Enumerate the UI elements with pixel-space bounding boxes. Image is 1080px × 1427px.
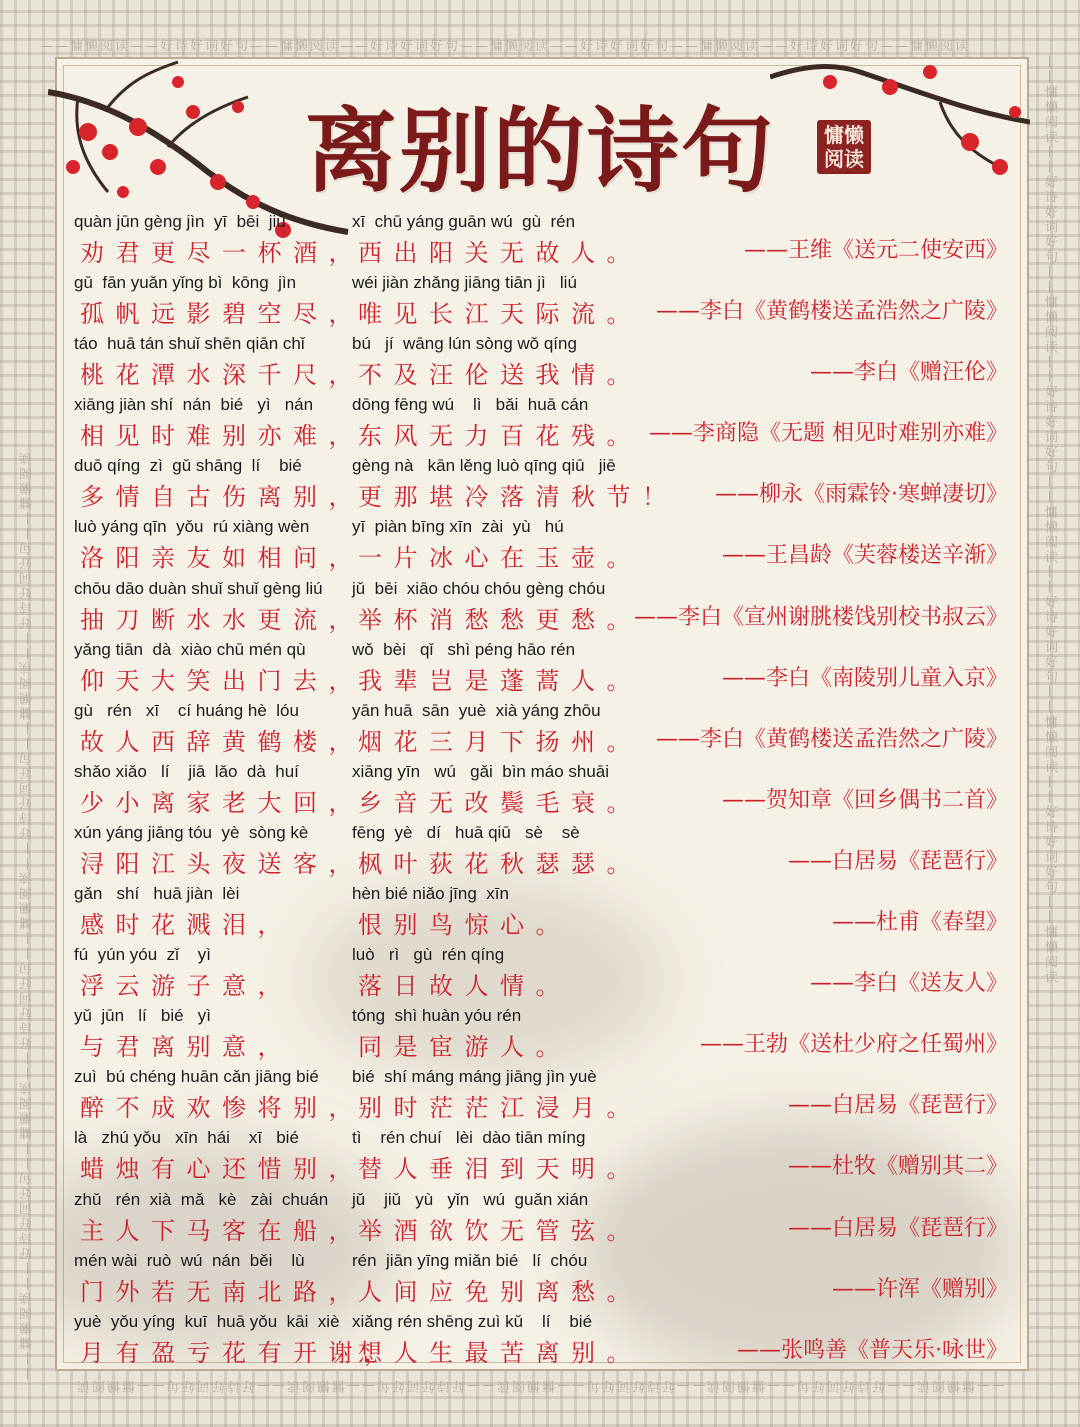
verse-line-1: 仰天大笑出门去， <box>80 666 364 695</box>
pinyin-line-1: luò yáng qīn yǒu rú xiàng wèn <box>74 517 310 537</box>
poem-list <box>72 212 1022 1373</box>
poem-row <box>72 823 1022 884</box>
poem-row <box>72 884 1022 945</box>
poem-source: ——王勃《送杜少府之任蜀州》 <box>699 1032 1008 1058</box>
pinyin-line-1: shǎo xiǎo lí jiā lǎo dà huí <box>74 761 299 781</box>
pinyin-line-1: yuè yǒu yíng kuī huā yǒu kāi xiè <box>74 1311 340 1331</box>
pinyin-line-2: wéi jiàn zhǎng jiāng tiān jì liú <box>352 273 577 293</box>
poem-source: ——王昌龄《芙蓉楼送辛渐》 <box>721 543 1008 569</box>
poem-row <box>72 945 1022 1006</box>
pinyin-line-1: yǎng tiān dà xiào chū mén qù <box>74 639 306 659</box>
pinyin-line-2: hèn bié niǎo jīng xīn <box>352 884 509 904</box>
poem-row <box>72 456 1022 517</box>
pinyin-line-1: gū fān yuǎn yǐng bì kōng jìn <box>74 273 297 293</box>
poem-source: ——李商隐《无题 相见时难别亦难》 <box>649 421 1008 447</box>
verse-line-1: 洛阳亲友如相问， <box>80 544 364 573</box>
verse-line-1: 抽刀断水水更流， <box>80 605 364 634</box>
verse-line-2: 举杯消愁愁更愁。 <box>358 605 642 634</box>
poem-source: ——李白《赠汪伦》 <box>809 360 1008 386</box>
poem-row <box>72 273 1022 334</box>
verse-line-2: 替人垂泪到天明。 <box>358 1155 642 1184</box>
poem-row <box>72 395 1022 456</box>
page-title: 离别的诗句 <box>304 97 775 205</box>
watermark-right: ——慵懒阅读——好诗好词好句——慵懒阅读——好诗好词好句——慵懒阅读——好诗好词好句——慵懒阅读——好诗好词好句——慵懒阅读 <box>1042 55 1057 985</box>
verse-line-1: 相见时难别亦难， <box>80 422 364 451</box>
poem-row <box>72 640 1022 701</box>
poem-source: ——李白《送友人》 <box>809 971 1008 997</box>
verse-line-1: 多情自古伤离别， <box>80 483 364 512</box>
pinyin-line-2: luò rì gù rén qíng <box>352 945 505 965</box>
seal-stamp: 慵懒 阅读 <box>817 120 871 174</box>
verse-line-1: 浮云游子意， <box>80 972 293 1001</box>
poem-source: ——王维《送元二使安西》 <box>743 238 1008 263</box>
poem-row <box>72 701 1022 762</box>
poem-row <box>72 1006 1022 1067</box>
pinyin-line-2: bú jí wāng lún sòng wǒ qíng <box>352 334 577 354</box>
poem-source: ——许浑《赠别》 <box>831 1276 1008 1302</box>
poem-source: ——贺知章《回乡偶书二首》 <box>721 787 1008 813</box>
pinyin-line-2: fēng yè dí huā qiū sè sè <box>352 822 580 842</box>
verse-line-1: 与君离别意， <box>80 1033 293 1062</box>
pinyin-line-2: xiǎng rén shēng zuì kǔ lí bié <box>352 1311 593 1331</box>
poem-row <box>72 1067 1022 1128</box>
watermark-left: ——慵懒阅读——好诗好词好句——慵懒阅读——好诗好词好句——慵懒阅读——好诗好词好句——慵懒阅读——好诗好词好句——慵懒阅读 <box>20 450 35 1380</box>
poem-source: ——李白《宣州谢朓楼饯别校书叔云》 <box>633 604 1008 630</box>
verse-line-1: 醉不成欢惨将别， <box>80 1094 364 1123</box>
poem-row <box>72 1128 1022 1189</box>
poem-row <box>72 517 1022 578</box>
verse-line-2: 乡音无改鬓毛衰。 <box>358 788 642 817</box>
poem-source: ——张鸣善《普天乐·咏世》 <box>737 1337 1008 1363</box>
poem-row <box>72 212 1022 273</box>
poem-source: ——白居易《琵琶行》 <box>787 1093 1008 1119</box>
verse-line-1: 少小离家老大回， <box>80 788 364 817</box>
verse-line-2: 一片冰心在玉壶。 <box>358 544 642 573</box>
poem-source: ——柳永《雨霖铃·寒蝉凄切》 <box>715 482 1008 508</box>
verse-line-2: 举酒欲饮无管弦。 <box>358 1216 642 1245</box>
pinyin-line-1: xiāng jiàn shí nán bié yì nán <box>74 395 314 415</box>
poem-source: ——李白《黄鹤楼送孟浩然之广陵》 <box>655 726 1008 752</box>
poem-source: ——白居易《琵琶行》 <box>787 848 1008 874</box>
pinyin-line-2: tì rén chuí lèi dào tiān míng <box>352 1128 586 1148</box>
pinyin-line-2: wǒ bèi qǐ shì péng hāo rén <box>352 639 576 659</box>
verse-line-1: 故人西辞黄鹤楼， <box>80 727 364 756</box>
pinyin-line-2: jǔ jiǔ yù yǐn wú guǎn xián <box>352 1189 589 1209</box>
verse-line-1: 门外若无南北路， <box>80 1277 364 1306</box>
pinyin-line-1: mén wài ruò wú nán běi lù <box>74 1250 305 1270</box>
poem-row <box>72 1312 1022 1373</box>
pinyin-line-1: duō qíng zì gǔ shāng lí bié <box>74 456 302 476</box>
pinyin-line-2: rén jiān yīng miǎn bié lí chóu <box>352 1250 588 1270</box>
verse-line-1: 感时花溅泪， <box>80 911 293 940</box>
poem-source: ——杜牧《赠别其二》 <box>787 1154 1008 1180</box>
pinyin-line-2: xiāng yīn wú gǎi bìn máo shuāi <box>352 761 610 781</box>
poem-source: ——李白《黄鹤楼送孟浩然之广陵》 <box>655 299 1008 325</box>
watermark-bottom: ——慵懒阅读——好诗好词好句——慵懒阅读——好诗好词好句——慵懒阅读——好诗好词好句——慵懒阅读——好诗好词好句——慵懒阅读 <box>75 1378 1006 1393</box>
verse-line-2: 同是宦游人。 <box>358 1033 571 1062</box>
pinyin-line-1: gǎn shí huā jiàn lèi <box>74 884 240 904</box>
verse-line-2: 西出阳关无故人。 <box>358 239 642 267</box>
verse-line-2: 东风无力百花残。 <box>358 422 642 451</box>
pinyin-line-1: zuì bú chéng huān cǎn jiāng bié <box>74 1067 319 1087</box>
pinyin-line-1: yǔ jūn lí bié yì <box>74 1006 212 1026</box>
poem-source: ——杜甫《春望》 <box>831 910 1008 936</box>
verse-line-1: 主人下马客在船， <box>80 1216 364 1245</box>
verse-line-1: 蜡烛有心还惜别， <box>80 1155 364 1184</box>
pinyin-line-1: táo huā tán shuǐ shēn qiān chǐ <box>74 334 305 354</box>
verse-line-2: 更那堪冷落清秋节！ <box>358 483 678 512</box>
pinyin-line-2: yī piàn bīng xīn zài yù hú <box>352 517 564 537</box>
poem-source: ——李白《南陵别儿童入京》 <box>721 665 1008 691</box>
poem-row <box>72 579 1022 640</box>
poem-row <box>72 334 1022 395</box>
pinyin-line-1: là zhú yǒu xīn hái xī bié <box>74 1128 299 1148</box>
verse-line-2: 我辈岂是蓬蒿人。 <box>358 666 642 695</box>
poem-row <box>72 1190 1022 1251</box>
pinyin-line-1: zhǔ rén xià mǎ kè zài chuán <box>74 1189 329 1209</box>
verse-line-2: 落日故人情。 <box>358 972 571 1001</box>
verse-line-1: 浔阳江头夜送客， <box>80 849 364 878</box>
poem-row <box>72 1251 1022 1312</box>
pinyin-line-1: xún yáng jiāng tóu yè sòng kè <box>74 822 309 842</box>
verse-line-2: 别时茫茫江浸月。 <box>358 1094 642 1123</box>
verse-line-2: 烟花三月下扬州。 <box>358 727 642 756</box>
verse-line-2: 恨别鸟惊心。 <box>358 911 571 940</box>
verse-line-1: 月有盈亏花有开谢， <box>80 1338 400 1367</box>
verse-line-2: 人间应免别离愁。 <box>358 1277 642 1306</box>
verse-line-2: 唯见长江天际流。 <box>358 300 642 329</box>
watermark-top: ——慵懒阅读——好诗好词好句——慵懒阅读——好诗好词好句——慵懒阅读——好诗好词好句——慵懒阅读——好诗好词好句——慵懒阅读 <box>40 39 971 54</box>
pinyin-line-2: bié shí máng máng jiāng jìn yuè <box>352 1067 597 1087</box>
pinyin-line-1: chōu dāo duàn shuǐ shuǐ gèng liú <box>74 578 323 598</box>
verse-line-1: 桃花潭水深千尺， <box>80 361 364 390</box>
pinyin-line-1: fú yún yóu zǐ yì <box>74 945 212 965</box>
pinyin-line-2: tóng shì huàn yóu rén <box>352 1006 522 1026</box>
poem-row <box>72 762 1022 823</box>
pinyin-line-2: xī chū yáng guān wú gù rén <box>352 212 576 231</box>
verse-line-1: 劝君更尽一杯酒， <box>80 239 364 267</box>
poem-source: ——白居易《琵琶行》 <box>787 1215 1008 1241</box>
verse-line-1: 孤帆远影碧空尽， <box>80 300 364 329</box>
verse-line-2: 想人生最苦离别。 <box>358 1338 642 1367</box>
pinyin-line-1: gù rén xī cí huáng hè lóu <box>74 700 299 720</box>
pinyin-line-2: gèng nà kān lěng luò qīng qiū jiē <box>352 456 616 476</box>
pinyin-line-1: quàn jūn gèng jìn yī bēi jiǔ <box>74 212 286 231</box>
pinyin-line-2: dōng fēng wú lì bǎi huā cán <box>352 395 589 415</box>
pinyin-line-2: jǔ bēi xiāo chóu chóu gèng chóu <box>352 578 606 598</box>
verse-line-2: 不及汪伦送我情。 <box>358 361 642 390</box>
verse-line-2: 枫叶荻花秋瑟瑟。 <box>358 849 642 878</box>
pinyin-line-2: yān huā sān yuè xià yáng zhōu <box>352 700 601 720</box>
